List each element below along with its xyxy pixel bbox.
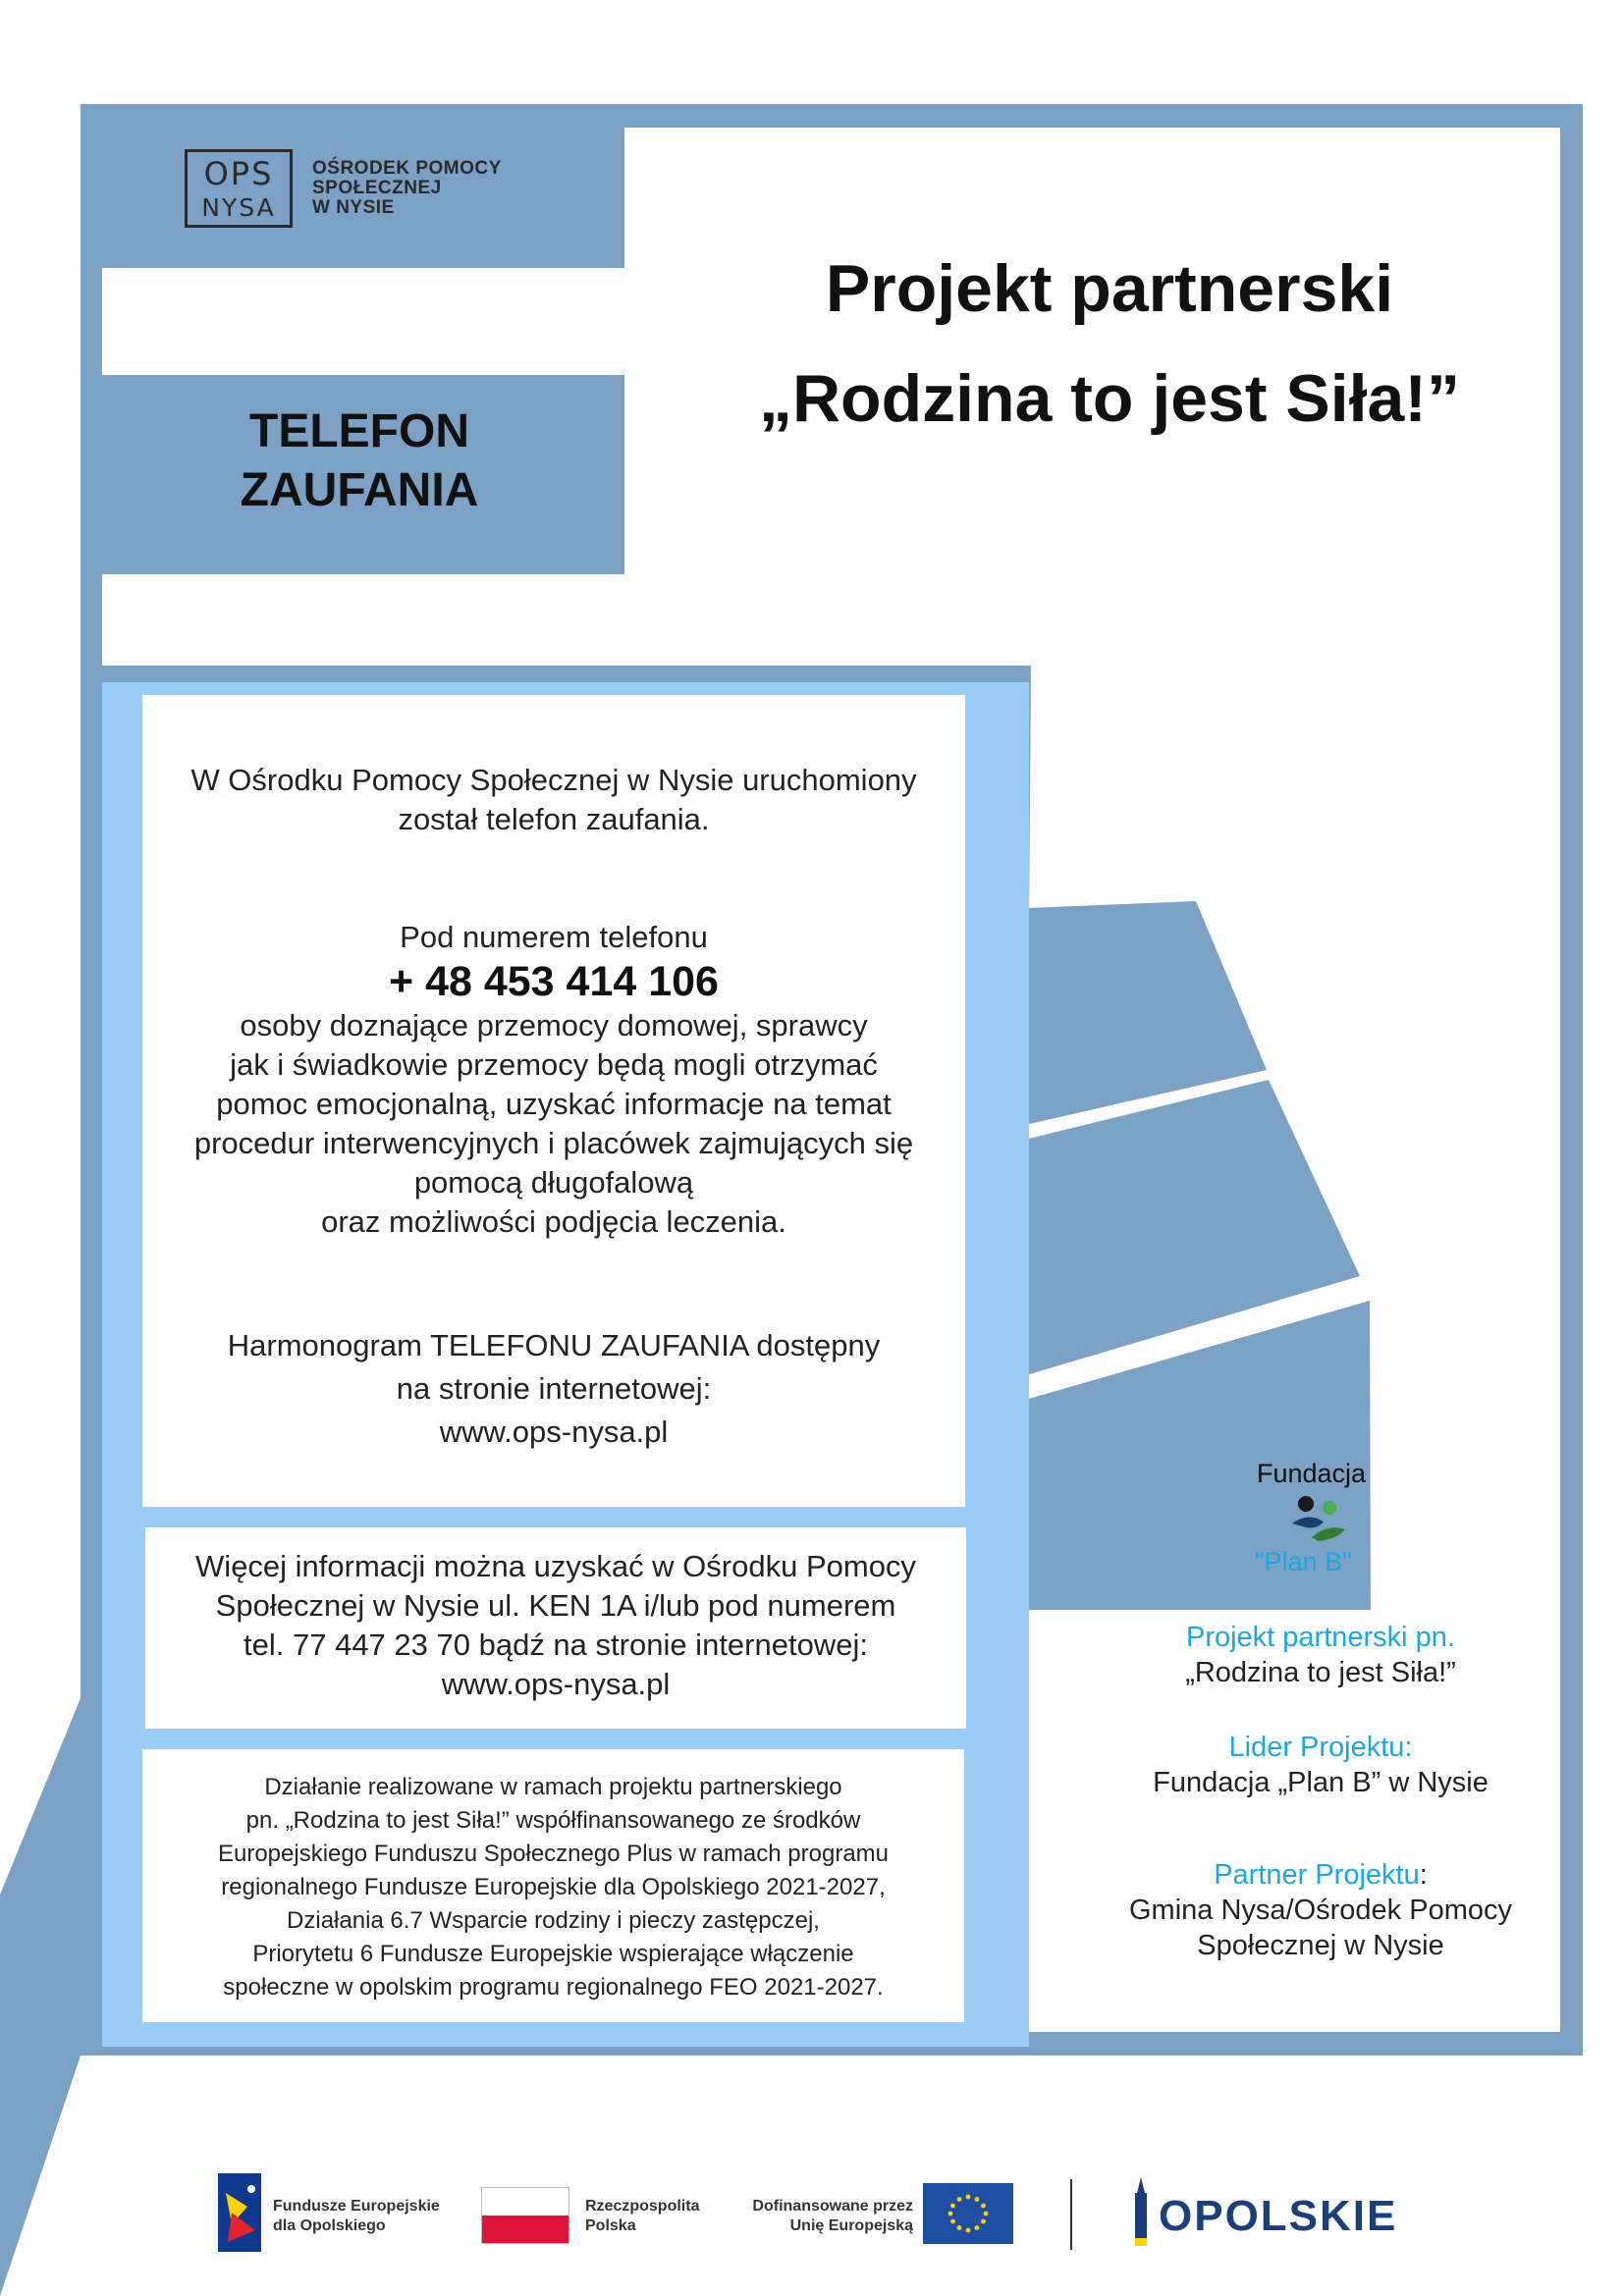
phone-number[interactable]: + 48 453 414 106 xyxy=(389,958,719,1005)
description-line: osoby doznające przemocy domowej, sprawcy xyxy=(240,1008,868,1042)
leader-label: Lider Projektu: xyxy=(1228,1732,1413,1763)
footer-logos xyxy=(0,2160,1624,2268)
foundation-name-top: Fundacja xyxy=(1257,1459,1367,1488)
fe-logo-icon xyxy=(218,2173,261,2252)
title-line-1: Projekt partnerski xyxy=(825,251,1394,326)
title-line-2: „Rodzina to jest Siła!” xyxy=(758,361,1461,436)
eu-line: Dofinansowane przez xyxy=(752,2198,913,2215)
website-link[interactable]: www.ops-nysa.pl xyxy=(439,1415,669,1449)
ops-logo-top: OPS xyxy=(203,155,274,192)
opolskie-text: OPOLSKIE xyxy=(1159,2192,1398,2240)
funding-line: regionalnego Fundusze Europejskie dla Opolskiego 2021-2027, xyxy=(221,1874,886,1900)
ops-logo xyxy=(185,149,293,228)
info-line: Więcej informacji można uzyskać w Ośrodku Pomocy xyxy=(195,1549,916,1583)
schedule-line: na stronie internetowej: xyxy=(396,1371,712,1406)
eu-line: Unię Europejską xyxy=(789,2217,913,2234)
intro-line: został telefon zaufania. xyxy=(398,802,710,836)
partner-label-row xyxy=(1060,1857,1581,1893)
fe-logo-text xyxy=(273,2197,440,2236)
foundation-figure-icon xyxy=(1288,1494,1347,1543)
fe-line: dla Opolskiego xyxy=(273,2217,386,2234)
leader-name: Fundacja „Plan B” w Nysie xyxy=(1153,1767,1489,1798)
foundation-logo xyxy=(1208,1453,1443,1590)
org-name-line: OŚRODEK POMOCY xyxy=(312,158,502,179)
description-line: pomocą długofalową xyxy=(413,1165,694,1200)
funding-line: Działania 6.7 Wsparcie rodziny i pieczy zastępczej, xyxy=(287,1907,820,1934)
schedule-line: Harmonogram TELEFONU ZAUFANIA dostępny xyxy=(227,1328,881,1362)
rp-line: Polska xyxy=(585,2217,636,2234)
funding-line: Europejskiego Funduszu Społecznego Plus w ramach programu xyxy=(217,1841,890,1867)
org-name-line: W NYSIE xyxy=(312,197,395,218)
project-label: Projekt partnerski pn. xyxy=(1185,1622,1455,1653)
funding-line: pn. „Rodzina to jest Siła!” współfinansowanego ze środków xyxy=(245,1807,861,1834)
eu-logo-text xyxy=(736,2197,913,2236)
description-line: oraz możliwości podjęcia leczenia. xyxy=(321,1204,786,1239)
phone-lead: Pod numerem telefonu xyxy=(400,920,708,954)
fe-line: Fundusze Europejskie xyxy=(273,2198,440,2215)
partner-label: Partner Projektu xyxy=(1214,1859,1420,1891)
rp-line: Rzeczpospolita xyxy=(585,2198,700,2215)
phone-label-line-2: ZAUFANIA xyxy=(240,464,479,516)
phone-label-line-1: TELEFON xyxy=(249,405,469,457)
partner-line: Społecznej w Nysie xyxy=(1197,1930,1444,1961)
eu-flag-icon xyxy=(923,2183,1013,2244)
description-line: procedur interwencyjnych i placówek zajmujących się xyxy=(193,1126,914,1160)
poland-flag-icon xyxy=(481,2187,569,2244)
project-name: „Rodzina to jest Siła!” xyxy=(1185,1657,1456,1688)
funding-line: Działanie realizowane w ramach projektu partnerskiego xyxy=(264,1774,842,1800)
funding-line: Priorytetu 6 Fundusze Europejskie wspierające włączenie xyxy=(252,1941,854,1967)
phone-section-label xyxy=(102,402,617,520)
rp-logo-text xyxy=(585,2197,699,2236)
info-website-link[interactable]: www.ops-nysa.pl xyxy=(441,1667,671,1701)
intro-line: W Ośrodku Pomocy Społecznej w Nysie uruchomiony xyxy=(190,763,917,797)
organization-name xyxy=(312,159,502,218)
ops-logo-bottom: NYSA xyxy=(201,193,276,222)
info-box xyxy=(145,1547,966,1704)
foundation-name-bottom: "Plan B" xyxy=(1255,1547,1352,1576)
org-name-line: SPOŁECZNEJ xyxy=(312,178,442,198)
main-content xyxy=(142,761,965,1454)
description-line: pomoc emocjonalną, uzyskać informacje na temat xyxy=(216,1087,892,1121)
funding-box xyxy=(142,1771,964,2004)
partner-line: Gmina Nysa/Ośrodek Pomocy xyxy=(1128,1895,1512,1926)
info-line: Społecznej w Nysie ul. KEN 1A i/lub pod numerem xyxy=(215,1588,896,1623)
footer-divider xyxy=(1070,2179,1072,2250)
description-line: jak i świadkowie przemocy będą mogli otrzymać xyxy=(230,1047,878,1082)
opolskie-tower-icon xyxy=(1129,2177,1153,2248)
info-line: tel. 77 447 23 70 bądź na stronie internetowej: xyxy=(244,1628,868,1662)
page-title xyxy=(707,234,1512,454)
funding-line: społeczne w opolskim programu regionalnego FEO 2021-2027. xyxy=(223,1974,884,2001)
project-info xyxy=(1060,1620,1581,1963)
partner-colon: : xyxy=(1419,1859,1428,1891)
